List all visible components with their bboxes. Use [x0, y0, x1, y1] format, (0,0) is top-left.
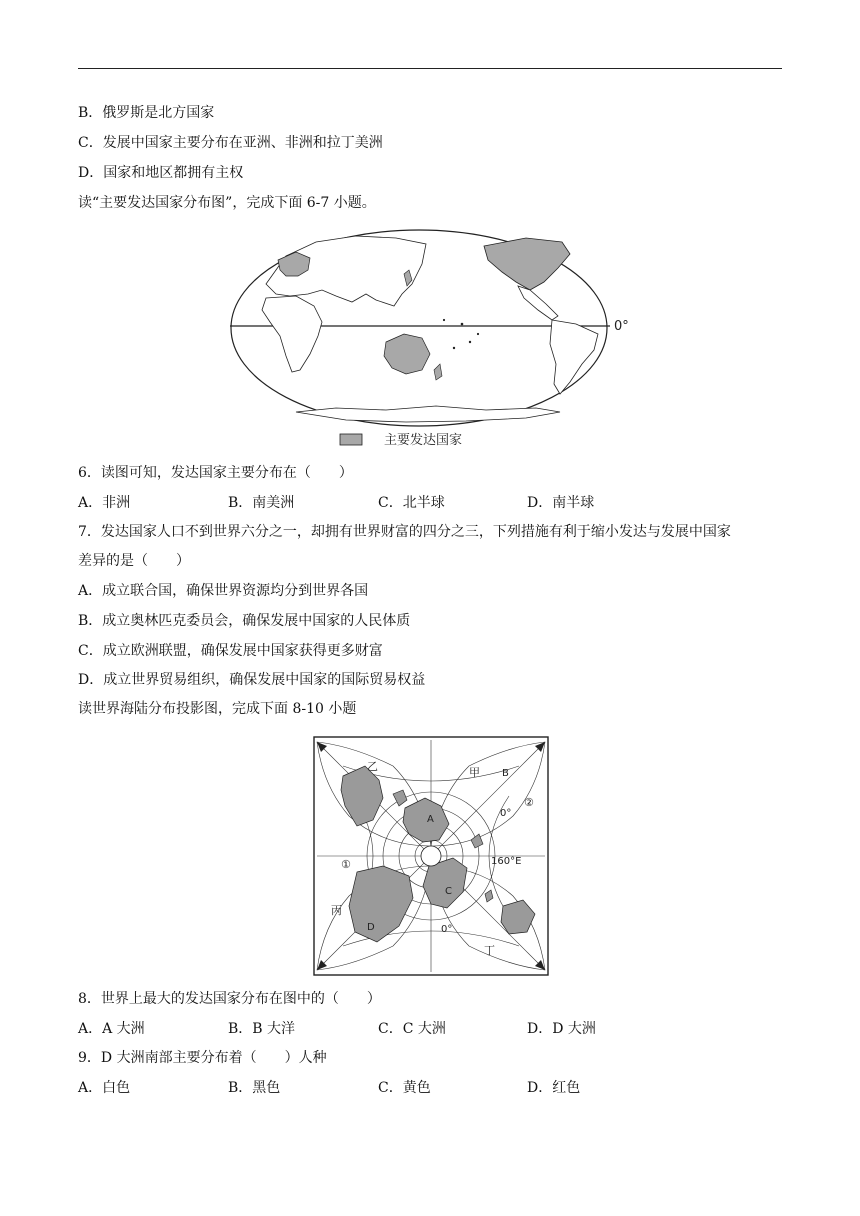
label-160e: 160°E	[491, 856, 522, 867]
q6-option-d: D．南半球	[527, 495, 595, 511]
label-circle1: ①	[341, 858, 351, 871]
q8-option-d: D．D 大洲	[527, 1021, 596, 1037]
q7-option-a: A．成立联合国，确保世界资源均分到世界各国	[78, 583, 369, 599]
legend-label: 主要发达国家	[384, 433, 463, 448]
q8-option-a: A．A 大洲	[78, 1021, 145, 1037]
q6-stem: 6．读图可知，发达国家主要分布在（ ）	[78, 465, 353, 481]
header-rule	[78, 68, 782, 69]
q9-option-b: B．黑色	[228, 1080, 281, 1096]
label-ding: 丁	[484, 944, 495, 957]
q6-option-c: C．北半球	[378, 495, 445, 511]
q9-option-a: A．白色	[78, 1080, 131, 1096]
sea-land-projection-map	[313, 736, 549, 976]
q6-option-a: A．非洲	[78, 495, 131, 511]
q7-option-b: B．成立奥林匹克委员会，确保发展中国家的人民体质	[78, 613, 411, 629]
equator-label: 0°	[614, 319, 629, 334]
q7-stem-line1: 7．发达国家人口不到世界六分之一，却拥有世界财富的四分之三，下列措施有利于缩小发达与发展中国家	[78, 524, 731, 540]
label-circle2: ②	[524, 796, 534, 809]
legend-swatch	[340, 434, 362, 445]
q5-option-d: D．国家和地区都拥有主权	[78, 165, 244, 181]
label-deg0-upper: 0°	[500, 808, 512, 819]
intro-6-7: 读“主要发达国家分布图”，完成下面 6-7 小题。	[78, 195, 376, 211]
developed-countries-map	[226, 224, 646, 452]
q5-option-c: C．发展中国家主要分布在亚洲、非洲和拉丁美洲	[78, 135, 383, 151]
q8-option-c: C．C 大洲	[378, 1021, 446, 1037]
q7-option-c: C．成立欧洲联盟，确保发展中国家获得更多财富	[78, 643, 383, 659]
label-jia: 甲	[469, 766, 480, 779]
q5-option-b: B．俄罗斯是北方国家	[78, 105, 215, 121]
label-C: C	[445, 886, 452, 897]
label-A: A	[427, 814, 434, 825]
q7-option-d: D．成立世界贸易组织，确保发展中国家的国际贸易权益	[78, 672, 426, 688]
q9-option-c: C．黄色	[378, 1080, 431, 1096]
q8-stem: 8．世界上最大的发达国家分布在图中的（ ）	[78, 991, 381, 1007]
label-bing: 丙	[331, 904, 342, 917]
q9-stem: 9．D 大洲南部主要分布着（ ）人种	[78, 1050, 327, 1066]
q8-option-b: B．B 大洋	[228, 1021, 296, 1037]
q6-option-b: B．南美洲	[228, 495, 295, 511]
q7-stem-line2: 差异的是（ ）	[78, 553, 190, 569]
label-D: D	[367, 922, 375, 933]
antarctica-shape	[296, 406, 560, 422]
south-pole-circle	[421, 846, 441, 866]
label-yi: 乙	[367, 760, 378, 773]
label-deg0-lower: 0°	[441, 924, 453, 935]
label-B: B	[502, 768, 509, 779]
q9-option-d: D．红色	[527, 1080, 581, 1096]
intro-8-10: 读世界海陆分布投影图，完成下面 8-10 小题	[78, 701, 357, 717]
